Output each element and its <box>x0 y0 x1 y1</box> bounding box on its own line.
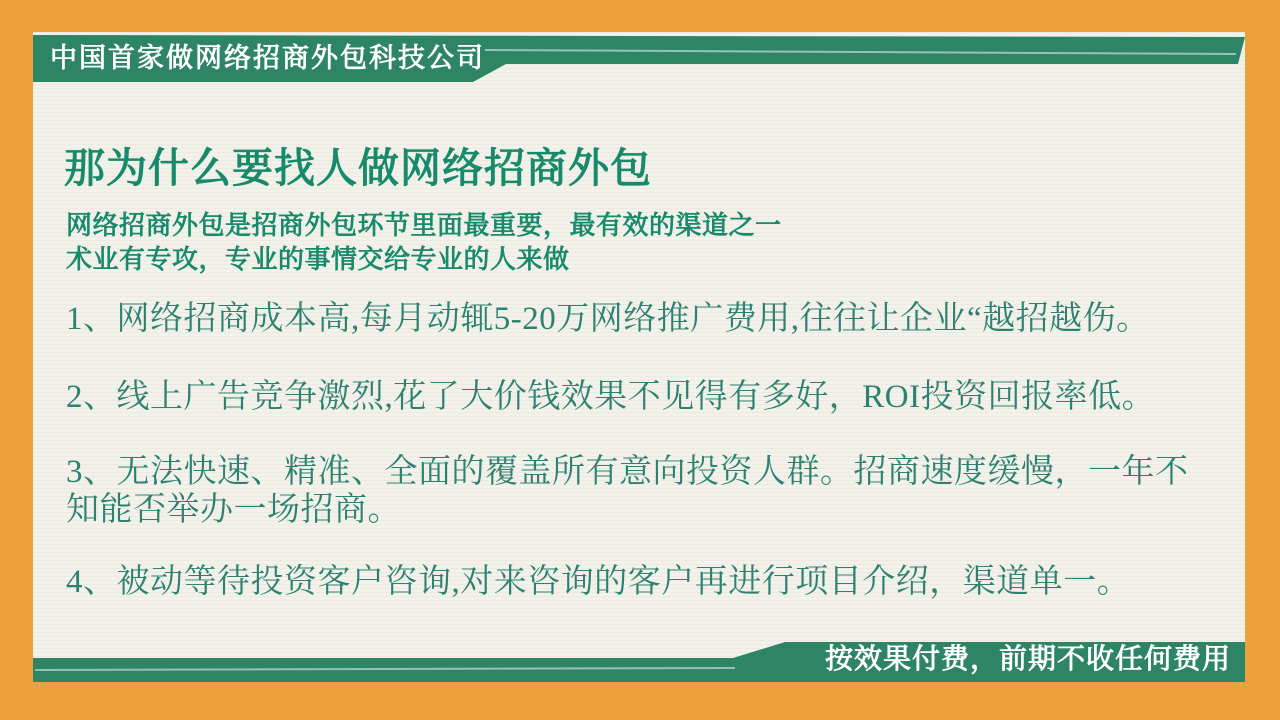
body-point-2: 2、线上广告竞争激烈,花了大价钱效果不见得有多好，ROI投资回报率低。 <box>66 379 1156 415</box>
subtitle-line-2: 术业有专攻，专业的事情交给专业的人来做 <box>66 244 570 274</box>
subtitle-line-1: 网络招商外包是招商外包环节里面最重要，最有效的渠道之一 <box>66 210 782 240</box>
body-point-3: 3、无法快速、精准、全面的覆盖所有意向投资人群。招商速度缓慢，一年不知能否举办一场招商。 <box>66 454 1189 528</box>
subtitle-block <box>66 208 782 276</box>
body-point-1: 1、网络招商成本高,每月动辄5-20万网络推广费用,往往让企业“越招越伤。 <box>66 301 1150 337</box>
body-point-4: 4、被动等待投资客户咨询,对来咨询的客户再进行项目介绍，渠道单一。 <box>66 564 1131 600</box>
slide-panel <box>33 32 1245 682</box>
footer-slogan-label: 按效果付费，前期不收任何费用 <box>824 643 1231 674</box>
header-company-label: 中国首家做网络招商外包科技公司 <box>50 43 485 73</box>
page-title: 那为什么要找人做网络招商外包 <box>64 145 652 191</box>
